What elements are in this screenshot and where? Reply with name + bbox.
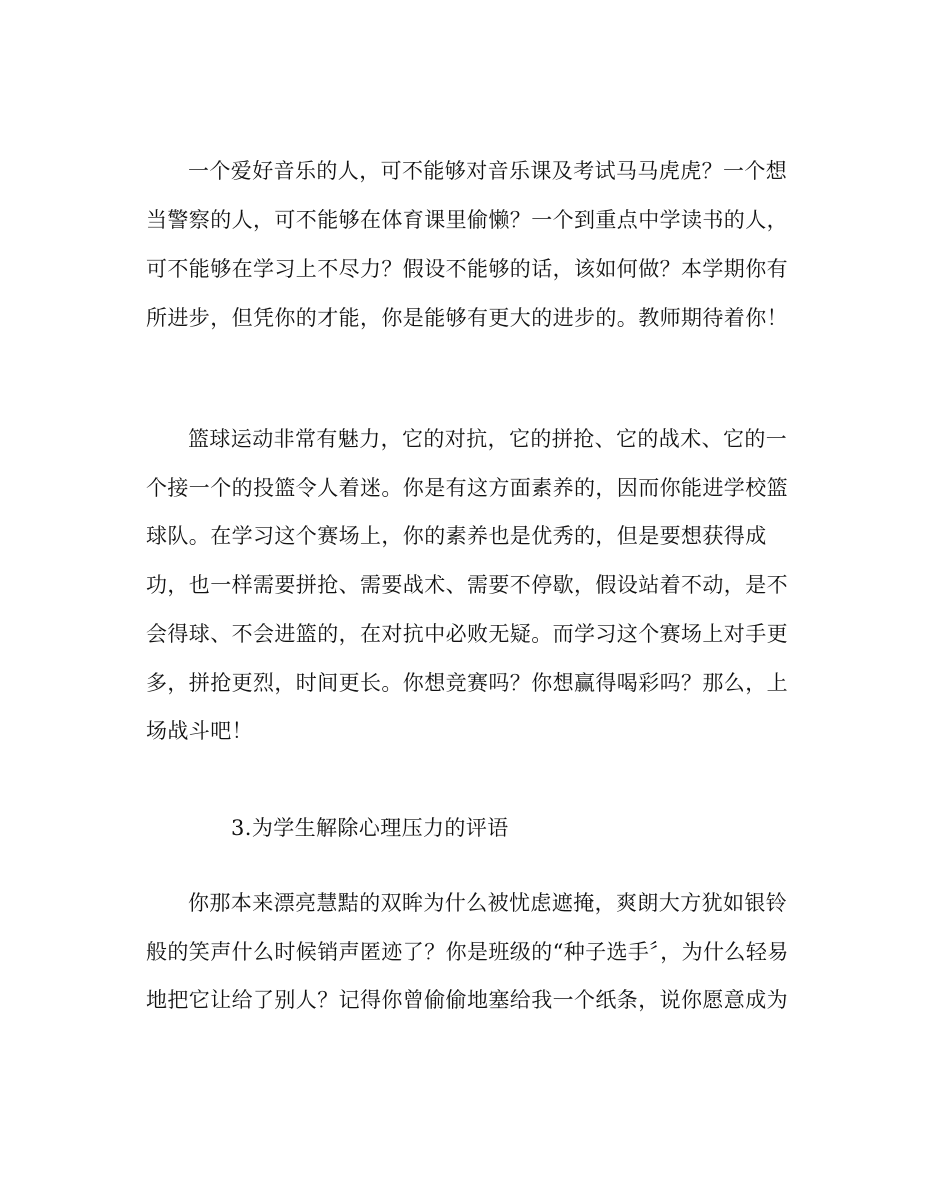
text-line: 地把它让给了别人？记得你曾偷偷地塞给我一个纸条，说你愿意成为 xyxy=(146,988,788,1012)
section-heading: 3.为学生解除心理压力的评语 xyxy=(231,816,509,840)
text-line: 球队。在学习这个赛场上，你的素养也是优秀的，但是要想获得成 xyxy=(146,524,767,548)
text-line: 会得球、不会进篮的，在对抗中必败无疑。而学习这个赛场上对手更 xyxy=(146,622,788,646)
text-line: 你那本来漂亮慧黠的双眸为什么被忧虑遮掩，爽朗大方犹如银铃 xyxy=(188,891,788,915)
text-line: 功，也一样需要拼抢、需要战术、需要不停歇，假设站着不动，是不 xyxy=(146,573,788,597)
text-line: 一个爱好音乐的人，可不能够对音乐课及考试马马虎虎？一个想 xyxy=(188,159,788,183)
text-line: 当警察的人，可不能够在体育课里偷懒？一个到重点中学读书的人， xyxy=(146,208,788,232)
text-line: 可不能够在学习上不尽力？假设不能够的话，该如何做？本学期你有 xyxy=(146,257,788,281)
text-line: 场战斗吧！ xyxy=(146,719,253,743)
text-line: 篮球运动非常有魅力，它的对抗，它的拼抢、它的战术、它的一 xyxy=(188,427,788,451)
text-line: 多，拼抢更烈，时间更长。你想竞赛吗？你想赢得喝彩吗？那么，上 xyxy=(146,671,788,695)
text-line: 般的笑声什么时候销声匿迹了？你是班级的“种子选手〞，为什么轻易 xyxy=(146,940,789,964)
text-line: 所进步，但凭你的才能，你是能够有更大的进步的。教师期待着你！ xyxy=(146,306,788,330)
text-line: 个接一个的投篮令人着迷。你是有这方面素养的，因而你能进学校篮 xyxy=(146,476,788,500)
